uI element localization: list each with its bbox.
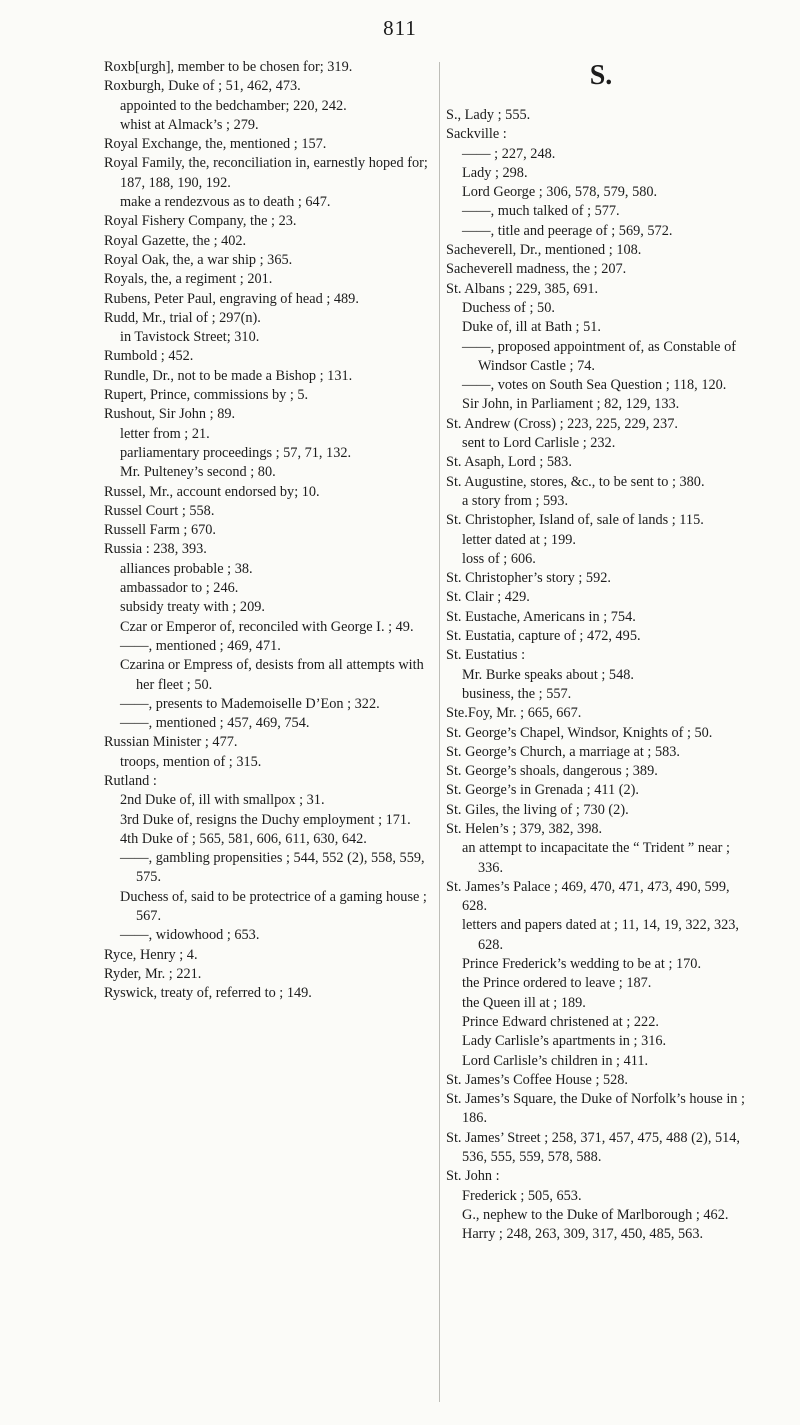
index-entry: Royal Exchange, the, mentioned ; 157. bbox=[104, 136, 327, 153]
page-number: 811 bbox=[383, 16, 417, 40]
index-entry: Harry ; 248, 263, 309, 317, 450, 485, 563. bbox=[462, 1226, 704, 1243]
index-entry: —— ; 227, 248. bbox=[462, 145, 556, 162]
index-entry: Ryce, Henry ; 4. bbox=[104, 946, 198, 963]
index-entry: Roxburgh, Duke of ; 51, 462, 473. bbox=[104, 78, 301, 95]
index-entry: Prince Frederick’s wedding to be at ; 170. bbox=[462, 956, 702, 973]
letter-heading: S. bbox=[589, 60, 613, 91]
index-entry: St. Giles, the living of ; 730 (2). bbox=[446, 801, 629, 818]
index-entry: St. Helen’s ; 379, 382, 398. bbox=[446, 820, 603, 837]
index-entry: ——, much talked of ; 577. bbox=[462, 203, 620, 220]
index-entry: Lord George ; 306, 578, 579, 580. bbox=[462, 184, 658, 201]
index-entry: Lord Carlisle’s children in ; 411. bbox=[462, 1052, 649, 1069]
index-entry: appointed to the bedchamber; 220, 242. bbox=[120, 97, 347, 114]
index-entry: St. Andrew (Cross) ; 223, 225, 229, 237. bbox=[446, 415, 678, 432]
index-entry: ——, title and peerage of ; 569, 572. bbox=[462, 222, 673, 239]
index-entry: St. Eustatia, capture of ; 472, 495. bbox=[446, 628, 641, 645]
index-entry: 4th Duke of ; 565, 581, 606, 611, 630, 642. bbox=[120, 830, 367, 847]
index-entry: St. James’s Square, the Duke of Norfolk’s house in ; 186. bbox=[446, 1091, 746, 1127]
index-entry: S., Lady ; 555. bbox=[446, 107, 531, 123]
index-entry: St. George’s Church, a marriage at ; 583. bbox=[446, 743, 680, 760]
index-entry: St. George’s Chapel, Windsor, Knights of ; 50. bbox=[446, 724, 713, 741]
index-column-right bbox=[446, 58, 756, 1245]
index-entry: St. James’s Palace ; 469, 470, 471, 473, 490, 599, 628. bbox=[446, 878, 730, 915]
index-entry: Rutland : bbox=[104, 772, 157, 789]
index-entry: Royal Family, the, reconciliation in, earnestly hoped for; 187, 188, 190, 192. bbox=[104, 155, 428, 191]
index-entry: St. Augustine, stores, &c., to be sent to ; 380. bbox=[446, 473, 705, 490]
index-entry: ——, proposed appointment of, as Constable of Windsor Castle ; 74. bbox=[462, 338, 736, 374]
index-entry: St. John : bbox=[446, 1168, 500, 1185]
index-entry: ——, gambling propensities ; 544, 552 (2), 558, 559, 575. bbox=[120, 850, 425, 886]
index-entry: Russia : 238, 393. bbox=[104, 541, 207, 558]
index-entry: the Queen ill at ; 189. bbox=[462, 994, 586, 1011]
index-entry: business, the ; 557. bbox=[462, 685, 572, 702]
index-entry: Sir John, in Parliament ; 82, 129, 133. bbox=[462, 396, 680, 413]
index-entry: Ryder, Mr. ; 221. bbox=[104, 965, 202, 982]
index-entry: St. Eustatius : bbox=[446, 647, 526, 664]
index-entry: Duchess of ; 50. bbox=[462, 299, 555, 316]
index-entry: G., nephew to the Duke of Marlborough ; 462. bbox=[462, 1206, 729, 1223]
index-entry: troops, mention of ; 315. bbox=[120, 753, 262, 770]
index-entry: Rushout, Sir John ; 89. bbox=[104, 406, 236, 423]
index-entry: Roxb[urgh], member to be chosen for; 319. bbox=[104, 59, 353, 75]
index-entry: ——, mentioned ; 457, 469, 754. bbox=[120, 715, 310, 732]
index-entry: Lady ; 298. bbox=[462, 164, 528, 181]
index-entry: St. Eustache, Americans in ; 754. bbox=[446, 608, 636, 625]
index-entry: ——, mentioned ; 469, 471. bbox=[120, 637, 281, 654]
index-entry: Royals, the, a regiment ; 201. bbox=[104, 271, 273, 288]
index-entry: subsidy treaty with ; 209. bbox=[120, 599, 265, 616]
index-entry: Czar or Emperor of, reconciled with George I. ; 49. bbox=[120, 618, 414, 635]
index-entry: Rudd, Mr., trial of ; 297(n). bbox=[104, 309, 261, 326]
index-entry: Ryswick, treaty of, referred to ; 149. bbox=[104, 985, 312, 1002]
index-entry: St. George’s in Grenada ; 411 (2). bbox=[446, 782, 639, 799]
index-entry: letters and papers dated at ; 11, 14, 19, 322, 323, 628. bbox=[462, 917, 740, 953]
index-entry: 2nd Duke of, ill with smallpox ; 31. bbox=[120, 792, 325, 809]
index-entry: a story from ; 593. bbox=[462, 492, 569, 509]
index-entry: letter dated at ; 199. bbox=[462, 531, 576, 548]
index-entry: Russel Court ; 558. bbox=[104, 502, 215, 519]
index-entry: Royal Oak, the, a war ship ; 365. bbox=[104, 251, 293, 268]
index-entry: Rubens, Peter Paul, engraving of head ; 489. bbox=[104, 290, 359, 307]
index-entry: Sacheverell, Dr., mentioned ; 108. bbox=[446, 242, 642, 259]
index-entry: whist at Almack’s ; 279. bbox=[120, 116, 259, 133]
index-entry: sent to Lord Carlisle ; 232. bbox=[462, 435, 616, 452]
index-entry: Ste.Foy, Mr. ; 665, 667. bbox=[446, 705, 582, 722]
index-entry: Russell Farm ; 670. bbox=[104, 522, 216, 539]
index-entry: letter from ; 21. bbox=[120, 425, 210, 442]
index-entry: ——, presents to Mademoiselle D’Eon ; 322. bbox=[120, 695, 380, 712]
index-entry: Rumbold ; 452. bbox=[104, 348, 194, 365]
index-entry: St. Christopher’s story ; 592. bbox=[446, 570, 611, 587]
index-entry: ——, widowhood ; 653. bbox=[120, 927, 260, 944]
index-entry: St. Albans ; 229, 385, 691. bbox=[446, 280, 599, 297]
index-entry: Lady Carlisle’s apartments in ; 316. bbox=[462, 1033, 667, 1050]
index-entry: St. Christopher, Island of, sale of lands ; 115. bbox=[446, 512, 704, 529]
index-entry: Rundle, Dr., not to be made a Bishop ; 131. bbox=[104, 367, 353, 384]
index-entry: St. Asaph, Lord ; 583. bbox=[446, 454, 572, 471]
index-entry: Duke of, ill at Bath ; 51. bbox=[462, 319, 601, 336]
index-column-left bbox=[104, 58, 434, 1004]
index-entry: Royal Gazette, the ; 402. bbox=[104, 232, 247, 249]
index-entry: the Prince ordered to leave ; 187. bbox=[462, 975, 652, 992]
index-entry: parliamentary proceedings ; 57, 71, 132. bbox=[120, 444, 352, 461]
index-entry: St. Clair ; 429. bbox=[446, 589, 530, 606]
index-entry: Mr. Burke speaks about ; 548. bbox=[462, 666, 634, 683]
index-entry: Sacheverell madness, the ; 207. bbox=[446, 261, 627, 278]
index-entry: Rupert, Prince, commissions by ; 5. bbox=[104, 387, 309, 404]
index-entry: Mr. Pulteney’s second ; 80. bbox=[120, 464, 276, 481]
index-entry: Royal Fishery Company, the ; 23. bbox=[104, 213, 297, 230]
index-entry: Frederick ; 505, 653. bbox=[462, 1187, 582, 1204]
index-entry: Russian Minister ; 477. bbox=[104, 734, 238, 751]
index-entry: Czarina or Empress of, desists from all attempts with her fleet ; 50. bbox=[120, 657, 424, 693]
index-entry: Russel, Mr., account endorsed by; 10. bbox=[104, 483, 320, 500]
index-entry: ambassador to ; 246. bbox=[120, 580, 239, 597]
index-entries-right bbox=[446, 106, 756, 1245]
index-entry: in Tavistock Street; 310. bbox=[120, 329, 260, 346]
index-entry: St. James’s Coffee House ; 528. bbox=[446, 1071, 629, 1088]
index-entry: Prince Edward christened at ; 222. bbox=[462, 1013, 659, 1030]
index-entry: St. George’s shoals, dangerous ; 389. bbox=[446, 763, 658, 780]
index-entry: make a rendezvous as to death ; 647. bbox=[120, 194, 331, 211]
index-entry: St. James’ Street ; 258, 371, 457, 475, 488 (2), 514, 536, 555, 559, 578, 588. bbox=[446, 1129, 740, 1166]
index-entry: Sackville : bbox=[446, 126, 507, 143]
index-entry: 3rd Duke of, resigns the Duchy employment ; 171. bbox=[120, 811, 411, 828]
index-entry: ——, votes on South Sea Question ; 118, 120. bbox=[462, 377, 727, 394]
index-entry: loss of ; 606. bbox=[462, 550, 536, 567]
column-divider bbox=[439, 62, 440, 1402]
index-entry: an attempt to incapacitate the “ Trident ” near ; 336. bbox=[462, 840, 730, 876]
index-entry: alliances probable ; 38. bbox=[120, 560, 253, 577]
index-entry: Duchess of, said to be protectrice of a gaming house ; 567. bbox=[120, 888, 427, 925]
